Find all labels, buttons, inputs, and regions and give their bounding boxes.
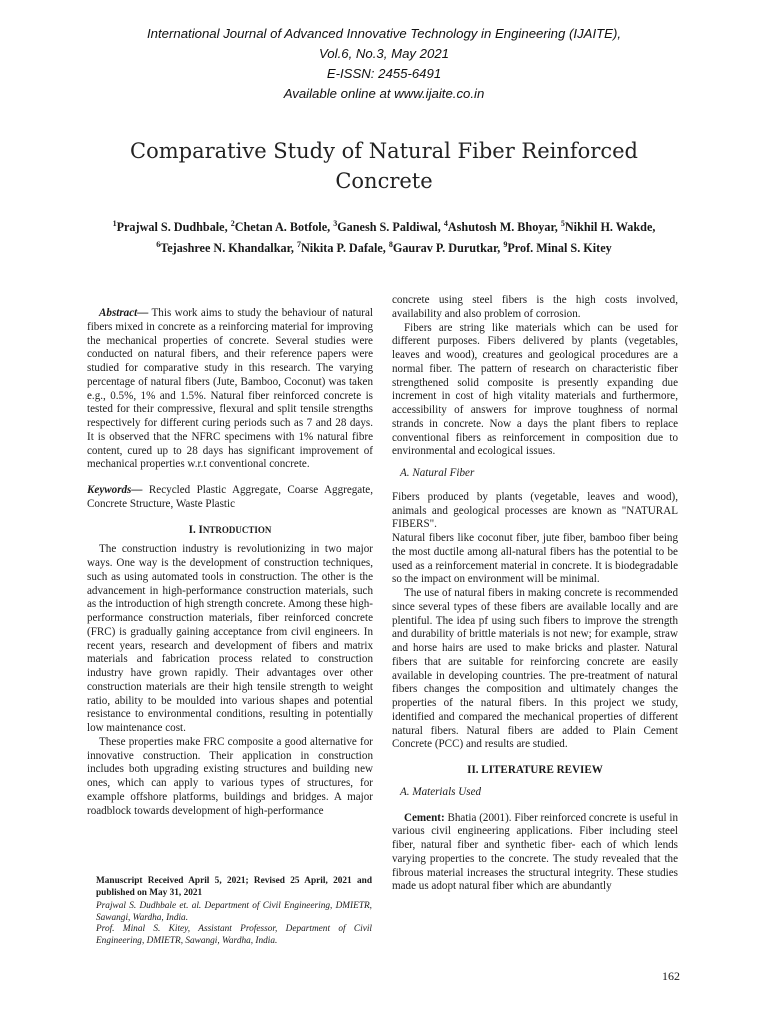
journal-header <box>0 24 768 104</box>
paper-title: Comparative Study of Natural Fiber Reinforced Concrete <box>130 139 638 193</box>
section-heading-introduction: I. INTRODUCTION <box>188 523 272 536</box>
journal-name: International Journal of Advanced Innovative Technology in Engineering (IJAITE), <box>146 26 622 41</box>
cement-label: Cement: <box>404 811 445 824</box>
keywords-label: Keywords— <box>87 484 143 496</box>
cement-text: Bhatia (2001). Fiber reinforced concrete is useful in various civil engineering applications. Fiber including steel fiber, natural fiber and synthetic fiber- each of which lends varying properties to the concrete. The study revealed that the fibrous material increases the structural integrity. These studies made us adopt natural fiber which are abundantly <box>392 811 678 893</box>
left-column <box>87 307 373 818</box>
journal-issn: E-ISSN: 2455-6491 <box>326 66 442 81</box>
author: $^2$Chetan A. Botfole, <box>230 219 334 235</box>
journal-volume: Vol.6, No.3, May 2021 <box>319 46 449 61</box>
author: $^6$Tejashree N. Khandalkar, <box>156 240 297 256</box>
footnote <box>96 876 372 947</box>
author: $^5$Nikhil H. Wakde, <box>560 219 656 235</box>
footnote-received: Manuscript Received April 5, 2021; Revised 25 April, 2021 and published on May 31, 2021 <box>96 876 372 898</box>
section-heading-literature-review: II. LITERATURE REVIEW <box>467 764 603 776</box>
paragraph: Fibers are string like materials which can be used for different purposes. Fibers delivered by plants (vegetables, leaves and wood), creatures and geological procedures are a normal fiber. The pattern of research on characteristic fiber strengthened solid composite is presently expanding due increment in cost of high vitality materials and furthermore, accessibility of answers for improve toughness of normal strands in concrete. Now a days the plant fibers to replace conventional fibers as reinforcement in composition due to environmental and ecological issues. <box>392 321 678 458</box>
author: $^3$Ganesh S. Paldiwal, <box>333 219 444 235</box>
subsection-heading-materials-used: A. Materials Used <box>400 785 482 798</box>
right-column <box>392 294 678 894</box>
footnote-affiliation: Prof. Minal S. Kitey, Assistant Professor, Department of Civil Engineering, DMIETR, Sawangi, Wardha, India. <box>96 924 372 946</box>
author: $^1$Prajwal S. Dudhbale, <box>112 219 231 235</box>
abstract-text: This work aims to study the behaviour of natural fibers mixed in concrete as a reinforcing material for improving the mechanical properties of concrete. Several studies were conducted on natural fibers, and their reference papers were studied for comparative study in this research. The varying percentage of natural fibers (Jute, Bamboo, Coconut) was taken e.g., 0.5%, 1% and 1.5%. Natural fiber reinforced concrete is tested for their compressive, flexural and split tensile strengths respectively for different curing periods such as 7 and 28 days. It is observed that the NFRC specimens with 1% natural fibre content, cured up to 28 days has significant improvement of mechanical properties w.r.t conventional concrete. <box>87 307 373 471</box>
paragraph: These properties make FRC composite a good alternative for innovative construction. Their application in construction includes both upgrading existing structures and building new ones, which can apply to various types of structures, for example offshore platforms, buildings and bridges. A major roadblock towards development of high-performance <box>87 735 373 817</box>
paragraph: The construction industry is revolutionizing in two major ways. One way is the development of construction techniques, such as using automated tools in construction. The other is the advancement in high-performance construction materials, such as the introduction of high strength concrete. Among these high-performance construction materials, fiber reinforced concrete (FRC) is gradually gaining acceptance from civil engineers. In recent years, research and development of fibers and matrix materials and fabrication process related to construction industry have grown rapidly. Their advantages over other construction materials are their high tensile strength to weight ratio, ability to be moulded into various shapes and potential resistance to environmental conditions, resulting in potentially low maintenance cost. <box>87 543 373 734</box>
journal-online: Available online at www.ijaite.co.in <box>283 86 485 101</box>
page-number: 162 <box>662 969 680 983</box>
author: $^8$Gaurav P. Durutkar, <box>388 240 504 256</box>
author-list <box>108 215 660 257</box>
footnote-affiliation: Prajwal S. Dudhbale et. al. Department of Civil Engineering, DMIETR, Sawangi, Wardha, India. <box>96 901 372 923</box>
paragraph: The use of natural fibers in making concrete is recommended since several types of these fibers are available locally and are plentiful. The idea pf using such fibers to improve the strength and durability of brittle materials is not new; for example, straw and horse hairs are used to make bricks and plaster. Natural fibers that are suitable for reinforcing concrete are easily available in developing countries. The pre-treatment of natural fibers changes the composition and ultimately changes the properties of the natural fibers. In this project we study, identified and compared the mechanical properties of different natural fibers. Natural fibers are added to Plain Cement Concrete (PCC) and results are studied. <box>392 587 678 751</box>
keywords <box>87 484 373 512</box>
subsection-heading-natural-fiber: A. Natural Fiber <box>400 467 475 479</box>
author: $^9$Prof. Minal S. Kitey <box>503 240 612 256</box>
author: $^4$Ashutosh M. Bhoyar, <box>443 219 561 235</box>
author: $^7$Nikita P. Dafale, <box>296 240 389 256</box>
paragraph-cement <box>392 812 678 895</box>
keywords-text: Recycled Plastic Aggregate, Coarse Aggregate, Concrete Structure, Waste Plastic <box>87 484 373 510</box>
paragraph: concrete using steel fibers is the high costs involved, availability and also problem of corrosion. <box>392 294 678 320</box>
abstract <box>87 307 373 472</box>
paragraph: Natural fibers like coconut fiber, jute fiber, bamboo fiber being the most ductile among all-natural fibers has the potential to be used as a reinforcement material in concrete. It is biodegradable so the impact on environment will be minimal. <box>392 532 678 586</box>
paragraph: Fibers produced by plants (vegetable, leaves and wood), animals and geological processes are known as "NATURAL FIBERS". <box>392 490 678 531</box>
abstract-label: Abstract— <box>99 307 149 319</box>
